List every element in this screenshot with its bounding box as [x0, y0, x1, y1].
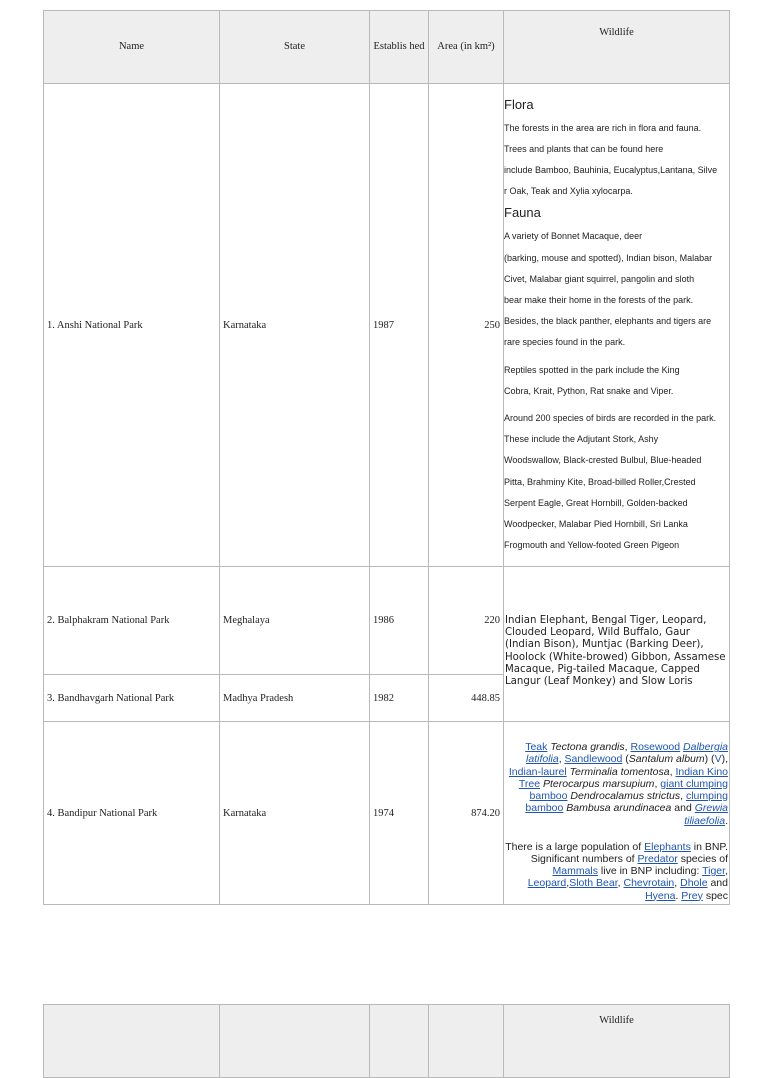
table-row [44, 722, 730, 905]
predator-link[interactable]: Predator [637, 852, 678, 865]
park-wildlife: Indian Elephant, Bengal Tiger, Leopard, Clouded Leopard, Wild Buffalo, Gaur (Indian Bison), Muntjac (Barking Deer), Hoolock (White-browed) Gibbon, Assamese Macaque, Pig-tailed Macaque, Capped Langur (Leaf Monkey) and Slow Loris [504, 567, 730, 722]
park-name: 3. Bandhavgarh National Park [44, 675, 220, 722]
text-run: There is a large population of [505, 840, 642, 853]
text-line: Besides, the black panther, elephants and tigers are [504, 316, 712, 327]
fauna-heading: Fauna [504, 205, 541, 221]
park-established: 1986 [370, 567, 429, 675]
scientific-name: Santalum album [628, 753, 705, 766]
dhole-link[interactable]: Dhole [680, 877, 708, 890]
park-established: 1987 [370, 84, 429, 567]
next-table [43, 1004, 730, 1078]
header-area: Area (in km²) [429, 11, 504, 84]
table-row [44, 567, 730, 675]
park-area: 874.20 [429, 722, 504, 905]
park-state: Madhya Pradesh [220, 675, 370, 722]
table-row [44, 84, 730, 567]
text-run: species of [680, 852, 728, 865]
text-line: bear make their home in the forests of the park. [504, 294, 694, 305]
text-line: A variety of Bonnet Macaque, deer [504, 231, 643, 242]
text-run: and [710, 877, 728, 890]
fauna-text: There is a large population of Elephants in BNP. Significant numbers of Predator species of Mammals live in BNP including: Tiger, Leopard,Sloth Bear, Chevrotain, Dhole and Hyena. Prey spec [505, 840, 728, 902]
text-line: Cobra, Krait, Python, Rat snake and Viper. [504, 385, 674, 396]
text-line: These include the Adjutant Stork, Ashy [504, 434, 659, 445]
header-wildlife: Wildlife [504, 1005, 730, 1078]
scientific-name: Terminalia tomentosa [569, 765, 670, 778]
tiger-link[interactable]: Tiger [702, 865, 726, 878]
rosewood-link[interactable]: Rosewood [630, 741, 681, 754]
sloth-bear-link[interactable]: Sloth Bear [569, 877, 618, 890]
text-run: live in BNP including: [600, 865, 700, 878]
text-line: Around 200 species of birds are recorded in the park. [504, 413, 717, 423]
park-state: Karnataka [220, 722, 370, 905]
text-line: Reptiles spotted in the park include the King [504, 364, 680, 375]
flora-text: Teak Tectona grandis, Rosewood Dalbergia latifolia, Sandlewood (Santalum album) (V), Indian-laurel Terminalia tomentosa, Indian Kino Tree Pterocarpus marsupium, giant clumping bamboo Dendrocalamus strictus, clumping bamboo Bambusa arundinacea and Grewia tiliaefolia. [508, 741, 728, 827]
park-area: 448.85 [429, 675, 504, 722]
flora-text [504, 118, 729, 203]
v-link[interactable]: V [714, 753, 722, 766]
scientific-name: Tectona grandis [550, 741, 625, 754]
park-wildlife [504, 84, 730, 567]
text-line: Woodswallow, Black-crested Bulbul, Blue-headed [504, 455, 702, 466]
text-line: Trees and plants that can be found here [504, 143, 664, 154]
text-run: spec [705, 889, 728, 902]
text-line: Civet, Malabar giant squirrel, pangolin and sloth [504, 273, 695, 284]
indian-laurel-link[interactable]: Indian-laurel [508, 765, 567, 778]
scientific-name: Dendrocalamus strictus [570, 790, 681, 803]
header-wildlife: Wildlife [504, 11, 730, 84]
teak-link[interactable]: Teak [525, 741, 548, 754]
national-parks-table [43, 10, 730, 905]
text-line: include Bamboo, Bauhinia, Eucalyptus,Lantana, Silve [504, 164, 718, 175]
elephants-link[interactable]: Elephants [644, 840, 691, 853]
text-line: rare species found in the park. [504, 337, 626, 348]
header-established [370, 1005, 429, 1078]
park-area: 220 [429, 567, 504, 675]
reptiles-text [504, 360, 729, 402]
mammals-link[interactable]: Mammals [552, 865, 598, 878]
text-run: in BNP. Significant numbers of [530, 840, 728, 865]
kino-tree-link[interactable]: Indian Kino Tree [518, 765, 728, 790]
park-wildlife [504, 722, 730, 905]
park-established: 1974 [370, 722, 429, 905]
text-line: The forests in the area are rich in flora and fauna. [504, 122, 702, 133]
birds-text [504, 408, 729, 556]
park-name: 2. Balphakram National Park [44, 567, 220, 675]
header-row [44, 1005, 730, 1078]
rosewood-sci-link[interactable]: Dalbergia latifolia [526, 741, 728, 766]
conjunction: and [674, 802, 692, 815]
clumping-bamboo-link[interactable]: clumping bamboo [525, 790, 728, 815]
park-state: Karnataka [220, 84, 370, 567]
header-name [44, 1005, 220, 1078]
text-line: Serpent Eagle, Great Hornbill, Golden-backed [504, 497, 688, 508]
header-state [220, 1005, 370, 1078]
chevrotain-link[interactable]: Chevrotain [623, 877, 675, 890]
grewia-link[interactable]: Grewia tiliaefolia [684, 802, 728, 827]
header-name: Name [44, 11, 220, 84]
header-row [44, 11, 730, 84]
text-line: r Oak, Teak and Xylia xylocarpa. [504, 186, 633, 197]
prey-link[interactable]: Prey [681, 889, 703, 902]
header-state: State [220, 11, 370, 84]
park-established: 1982 [370, 675, 429, 722]
sandalwood-link[interactable]: Sandlewood [564, 753, 623, 766]
park-state: Meghalaya [220, 567, 370, 675]
scientific-name: Pterocarpus marsupium [542, 777, 655, 790]
giant-bamboo-link[interactable]: giant clumping bamboo [529, 777, 728, 803]
leopard-link[interactable]: Leopard [527, 877, 567, 890]
text-line: Pitta, Brahminy Kite, Broad-billed Roller,Crested [504, 476, 696, 487]
fauna-text [504, 226, 729, 353]
park-name: 4. Bandipur National Park [44, 722, 220, 905]
text-line: Woodpecker, Malabar Pied Hornbill, Sri Lanka [504, 519, 688, 530]
scientific-name: Bambusa arundinacea [566, 802, 672, 815]
header-established: Establis hed [370, 11, 429, 84]
text-line: Frogmouth and Yellow-footed Green Pigeon [504, 540, 680, 551]
park-name: 1. Anshi National Park [44, 84, 220, 567]
park-area: 250 [429, 84, 504, 567]
hyena-link[interactable]: Hyena [645, 889, 676, 902]
text-line: (barking, mouse and spotted), Indian bison, Malabar [504, 252, 713, 263]
header-area [429, 1005, 504, 1078]
flora-heading: Flora [504, 96, 534, 112]
